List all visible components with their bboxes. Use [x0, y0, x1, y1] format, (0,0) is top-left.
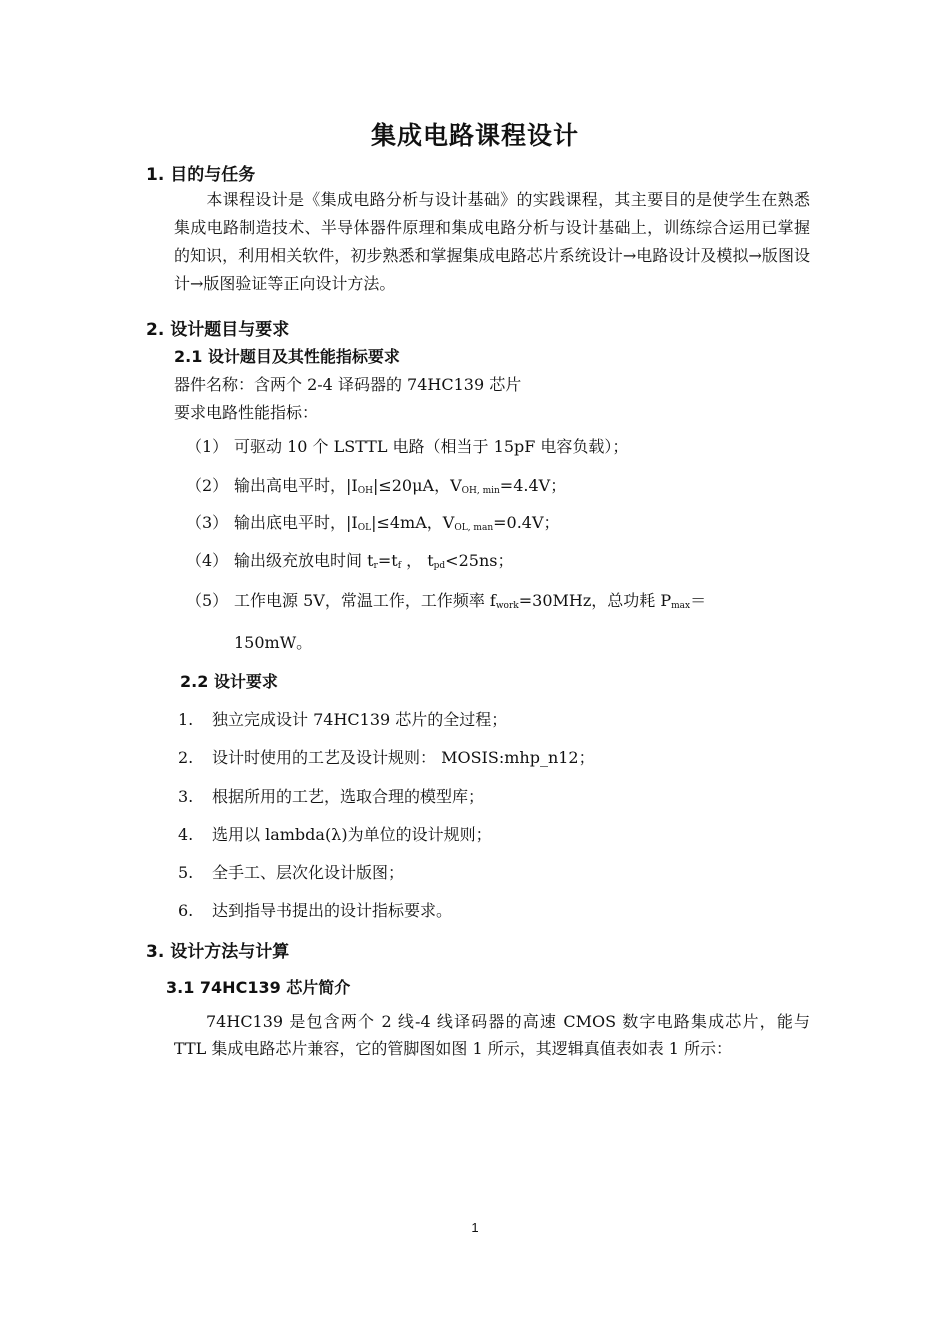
- section-3-1-paragraph: 74HC139 是包含两个 2 线-4 线译码器的高速 CMOS 数字电路集成芯片，能与 TTL 集成电路芯片兼容，它的管脚图如图 1 所示，其逻辑真值表如表 1 所示：: [174, 1012, 810, 1058]
- section-1-heading: 1. 目的与任务: [146, 165, 256, 185]
- device-name: 器件名称：含两个 2-4 译码器的 74HC139 芯片: [174, 375, 522, 394]
- subsection-2-2-heading: 2.2 设计要求: [180, 672, 278, 691]
- design-req-item-6: 6. 达到指导书提出的设计指标要求。: [178, 901, 453, 920]
- spec-item-1: （1） 可驱动 10 个 LSTTL 电路（相当于 15pF 电容负载）；: [186, 437, 629, 456]
- design-req-item-2: 2. 设计时使用的工艺及设计规则： MOSIS:mhp_n12；: [178, 748, 595, 767]
- spec-item-5: （5） 工作电源 5V，常温工作，工作频率 $f_{work}=30MHz$，总功耗 $P_{max}=$: [186, 591, 707, 611]
- spec-item-2: （2） 输出高电平时，$|I_{OH}|\le 20\mu A$，$V_{OH, min}=4.4V$；: [186, 476, 567, 496]
- design-req-item-1: 1. 独立完成设计 74HC139 芯片的全过程；: [178, 710, 508, 729]
- spec-item-4: （4） 输出级充放电时间 $t_r=t_f$ ， $t_{pd}<25ns$；: [186, 551, 514, 571]
- design-req-item-4: 4. 选用以 lambda(λ)为单位的设计规则；: [178, 825, 492, 844]
- subsection-2-1-heading: 2.1 设计题目及其性能指标要求: [174, 347, 400, 366]
- document-title: 集成电路课程设计: [370, 121, 579, 150]
- page-number: 1: [471, 1220, 479, 1235]
- spec-item-5-continued: 150mW。: [234, 633, 313, 652]
- section-2-heading: 2. 设计题目与要求: [146, 320, 290, 340]
- section-3-heading: 3. 设计方法与计算: [146, 942, 290, 962]
- spec-item-3: （3） 输出底电平时，$|I_{OL}|\le 4mA$，$V_{OL, man}=0.4V$；: [186, 513, 560, 533]
- requirements-intro: 要求电路性能指标：: [174, 403, 319, 422]
- design-req-item-5: 5. 全手工、层次化设计版图；: [178, 863, 405, 882]
- section-1-paragraph: 本课程设计是《集成电路分析与设计基础》的实践课程，其主要目的是使学生在熟悉集成电路制造技术、半导体器件原理和集成电路分析与设计基础上，训练综合运用已掌握的知识，利用相关软件，初步熟悉和掌握集成电路芯片系统设计→电路设计及模拟→版图设计→版图验证等正向设计方法。: [174, 190, 810, 293]
- design-req-item-3: 3. 根据所用的工艺，选取合理的模型库；: [178, 787, 485, 806]
- subsection-3-1-heading: 3.1 74HC139 芯片简介: [166, 978, 351, 997]
